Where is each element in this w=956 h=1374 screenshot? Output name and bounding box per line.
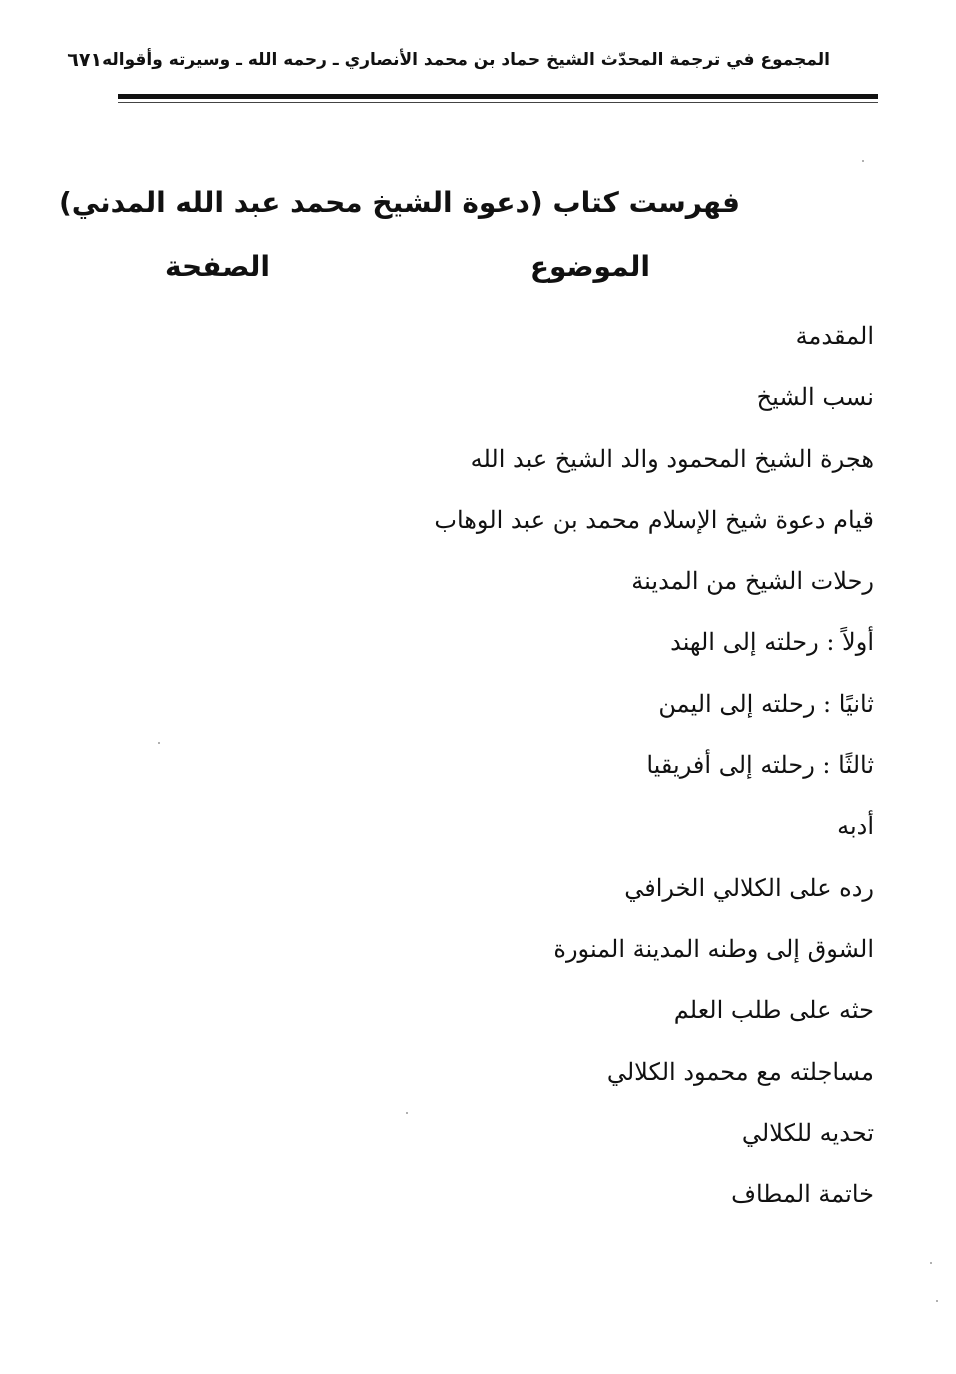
running-title: المجموع في ترجمة المحدّث الشيخ حماد بن محمد الأنصاري ـ رحمه الله ـ وسيرته وأقواله (102, 50, 830, 70)
page-number: ٦٧١ (67, 49, 103, 71)
toc-item: أولاً : رحلته إلى الهند (670, 628, 874, 657)
toc-item: هجرة الشيخ المحمود والد الشيخ عبد الله (470, 444, 874, 473)
toc-item: رده على الكلالي الخرافي (624, 873, 874, 902)
column-header-topic: الموضوع (529, 250, 650, 283)
toc-item: المقدمة (795, 322, 874, 350)
running-header (67, 44, 830, 76)
header-rule-thick (118, 94, 878, 99)
toc-item: رحلات الشيخ من المدينة (631, 567, 874, 596)
toc-item: خاتمة المطاف (731, 1180, 874, 1209)
toc-item: نسب الشيخ (756, 383, 874, 412)
header-rule-thin (118, 102, 878, 103)
toc-item: حثه على طلب العلم (673, 996, 874, 1025)
scan-speck (158, 742, 160, 744)
scan-speck (930, 1262, 932, 1264)
toc-item: ثانيًا : رحلته إلى اليمن (658, 689, 874, 718)
toc-item: مساجلته مع محمود الكلالي (606, 1057, 874, 1086)
toc-item: الشوق إلى وطنه المدينة المنورة (553, 934, 874, 963)
toc-item: تحديه للكلالي (741, 1118, 874, 1147)
toc-item: أدبه (837, 812, 874, 841)
scan-speck (862, 160, 864, 162)
toc-title: فهرست كتاب (دعوة الشيخ محمد عبد الله المدني) (58, 186, 740, 219)
toc-item: قيام دعوة شيخ الإسلام محمد بن عبد الوهاب (434, 505, 874, 534)
column-header-page: الصفحة (164, 250, 270, 283)
toc-item: ثالثًا : رحلته إلى أفريقيا (646, 751, 874, 780)
scan-speck (936, 1300, 938, 1302)
toc-list (274, 316, 874, 1235)
scan-speck (406, 1112, 408, 1114)
